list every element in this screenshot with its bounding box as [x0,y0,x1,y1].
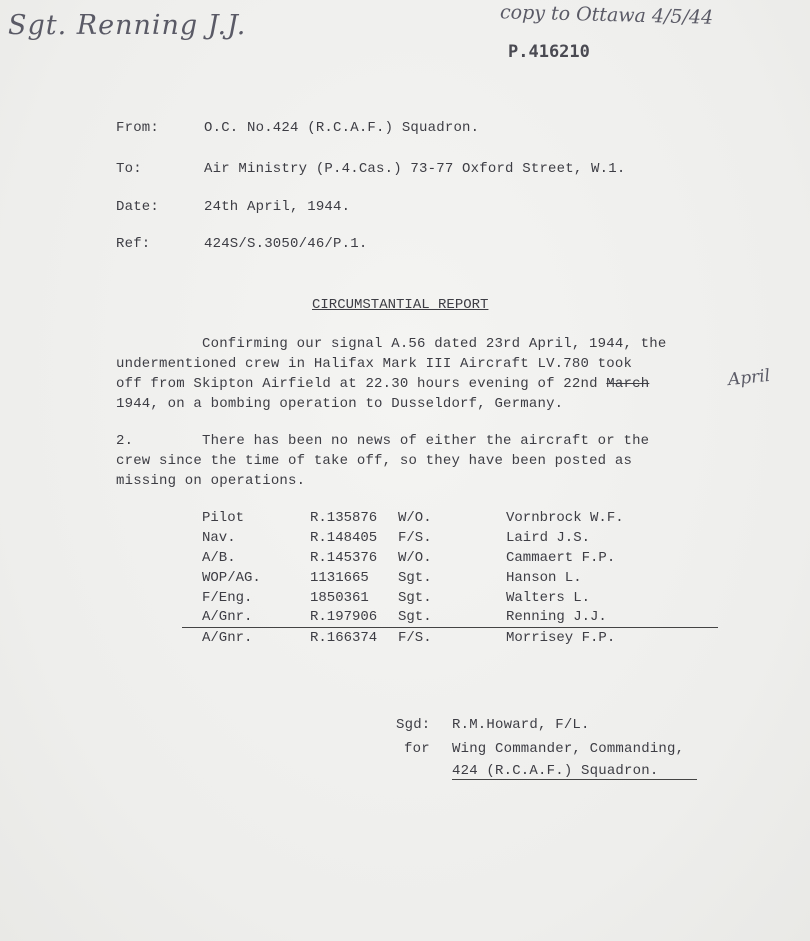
crew-rank: Sgt. [398,570,432,586]
para2-line2: crew since the time of take off, so they have been posted as [116,453,633,469]
ref-label: Ref: [116,236,151,252]
crew-name: Vornbrock W.F. [506,510,624,526]
crew-service-number: R.135876 [310,510,378,526]
commander-title: Wing Commander, Commanding, [452,741,685,757]
handwritten-reference-number: P.416210 [508,42,590,62]
crew-service-number: R.197906 [310,609,378,625]
crew-service-number: R.148405 [310,530,378,546]
para1-line4: 1944, on a bombing operation to Dusseldorf, Germany. [116,396,564,412]
crew-table-divider [182,627,718,628]
crew-rank: Sgt. [398,609,432,625]
crew-name: Morrisey F.P. [506,630,616,646]
crew-row [0,630,810,650]
crew-position: A/Gnr. [202,609,253,625]
squadron-name: 424 (R.C.A.F.) Squadron. [452,763,659,779]
crew-row [0,510,810,530]
crew-row [0,550,810,570]
date-value: 24th April, 1944. [204,199,351,215]
crew-position: F/Eng. [202,590,253,606]
crew-rank: F/S. [398,530,432,546]
signed-label: Sgd: [396,717,431,733]
date-label: Date: [116,199,160,215]
crew-rank: F/S. [398,630,432,646]
handwritten-correction: April [727,365,772,391]
signed-name: R.M.Howard, F/L. [452,717,590,733]
crew-position: A/B. [202,550,236,566]
crew-position: WOP/AG. [202,570,261,586]
crew-name: Cammaert F.P. [506,550,616,566]
squadron-underline [452,779,697,780]
para2-line3: missing on operations. [116,473,306,489]
crew-row [0,590,810,610]
para1-line1: Confirming our signal A.56 dated 23rd April, 1944, the [202,336,667,352]
crew-rank: W/O. [398,550,432,566]
struck-word: March [606,376,650,392]
crew-service-number: 1131665 [310,570,369,586]
crew-position: Nav. [202,530,236,546]
para2-line1: There has been no news of either the aircraft or the [202,433,650,449]
crew-row [0,570,810,590]
crew-row [0,609,810,629]
crew-rank: Sgt. [398,590,432,606]
report-title: CIRCUMSTANTIAL REPORT [312,297,489,313]
from-value: O.C. No.424 (R.C.A.F.) Squadron. [204,120,480,136]
crew-row [0,530,810,550]
para1-line2: undermentioned crew in Halifax Mark III Aircraft LV.780 took [116,356,633,372]
para2-number: 2. [116,433,134,449]
handwritten-crew-name: Sgt. Renning J.J. [8,10,247,41]
crew-name: Laird J.S. [506,530,591,546]
crew-name: Hanson L. [506,570,582,586]
crew-position: A/Gnr. [202,630,253,646]
from-label: From: [116,120,160,136]
to-label: To: [116,161,142,177]
handwritten-copy-note: copy to Ottawa 4/5/44 [499,1,714,29]
crew-service-number: R.166374 [310,630,378,646]
crew-name: Walters L. [506,590,591,606]
para1-line3-text: off from Skipton Airfield at 22.30 hours evening of 22nd [116,376,598,392]
to-value: Air Ministry (P.4.Cas.) 73-77 Oxford Street, W.1. [204,161,626,177]
for-label: for [404,741,430,757]
crew-rank: W/O. [398,510,432,526]
crew-service-number: 1850361 [310,590,369,606]
ref-value: 424S/S.3050/46/P.1. [204,236,368,252]
crew-name: Renning J.J. [506,609,607,625]
crew-service-number: R.145376 [310,550,378,566]
para1-line3 [116,376,649,392]
crew-position: Pilot [202,510,245,526]
